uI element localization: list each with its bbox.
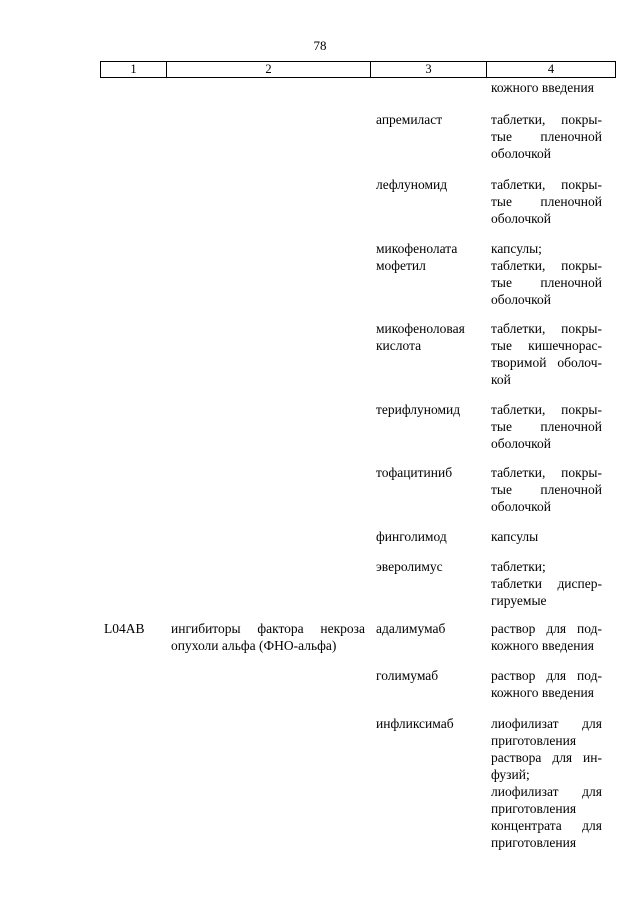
dosage-form: [491, 111, 602, 162]
dosage-form-line: оболочкой: [491, 499, 551, 514]
dosage-form-line: капсулы: [491, 529, 539, 544]
dosage-form-line: лиофилизат для: [491, 716, 602, 731]
dosage-form-line: приготовления: [491, 801, 577, 816]
dosage-form-line: приготовления: [491, 733, 577, 748]
column-header-4: 4: [547, 62, 555, 76]
drug-name-line: тофацитиниб: [376, 465, 453, 480]
dosage-form-line: таблетки, покры-: [491, 258, 602, 273]
dosage-form-line: таблетки, покры-: [491, 321, 602, 336]
dosage-form-line: раствор для под-: [491, 621, 602, 636]
drug-name: [376, 111, 480, 128]
dosage-form: [491, 464, 602, 515]
dosage-form: [491, 79, 602, 96]
dosage-form-line: творимой оболоч-: [491, 355, 602, 370]
dosage-form-line: гируемые: [491, 593, 547, 608]
drug-name-line: кислота: [376, 338, 422, 353]
column-header-3: 3: [425, 62, 432, 76]
page-number: 78: [313, 38, 327, 53]
drug-name-line: терифлуномид: [376, 402, 461, 417]
dosage-form-line: фузий;: [491, 767, 530, 782]
dosage-form-line: тые кишечнорас-: [491, 338, 602, 353]
dosage-form-line: приготовления: [491, 835, 577, 850]
dosage-form-line: тые пленочной: [491, 482, 602, 497]
dosage-form-line: раствора для ин-: [491, 750, 602, 765]
column-header-1: 1: [130, 62, 137, 76]
drug-name: [376, 715, 480, 732]
dosage-form: [491, 667, 602, 701]
drug-name-line: эверолимус: [376, 559, 443, 574]
dosage-form-line: тые пленочной: [491, 129, 602, 144]
dosage-form: [491, 320, 602, 388]
dosage-form-line: тые пленочной: [491, 275, 602, 290]
table-border-right: [615, 61, 616, 78]
dosage-form-line: концентрата для: [491, 818, 602, 833]
dosage-form-line: раствор для под-: [491, 668, 602, 683]
drug-name-line: лефлуномид: [376, 177, 448, 192]
drug-name: [376, 464, 480, 481]
dosage-form: [491, 620, 602, 654]
drug-name-line: микофенолата: [376, 241, 458, 256]
dosage-form: [491, 240, 602, 308]
drug-name-line: голимумаб: [376, 668, 439, 683]
drug-name-line: апремиласт: [376, 112, 443, 127]
dosage-form-line: таблетки диспер-: [491, 576, 602, 591]
table-header-bottom-border: [100, 77, 616, 78]
dosage-form-line: кожного введения: [491, 80, 594, 95]
drug-name: [376, 320, 480, 354]
dosage-form-line: тые пленочной: [491, 419, 602, 434]
drug-name: [376, 667, 480, 684]
dosage-form-line: таблетки, покры-: [491, 112, 602, 127]
dosage-form-line: оболочкой: [491, 211, 551, 226]
dosage-form: [491, 715, 602, 851]
dosage-form-line: таблетки, покры-: [491, 177, 602, 192]
dosage-form: [491, 528, 602, 545]
drug-name-line: финголимод: [376, 529, 447, 544]
dosage-form-line: кой: [491, 372, 511, 387]
dosage-form-line: таблетки, покры-: [491, 402, 602, 417]
drug-name: [376, 620, 480, 637]
drug-name: [376, 240, 480, 274]
dosage-form-line: таблетки;: [491, 559, 546, 574]
column-header-2: 2: [265, 62, 272, 76]
dosage-form: [491, 176, 602, 227]
dosage-form-line: капсулы;: [491, 241, 542, 256]
dosage-form-line: кожного введения: [491, 685, 594, 700]
drug-name-line: мофетил: [376, 258, 426, 273]
dosage-form-line: кожного введения: [491, 638, 594, 653]
dosage-form-line: оболочкой: [491, 436, 551, 451]
atc-group-name-line: опухоли альфа (ФНО-альфа): [171, 638, 337, 653]
dosage-form-line: оболочкой: [491, 146, 551, 161]
atc-code: L04AB: [104, 621, 145, 636]
drug-name-line: микофеноловая: [376, 321, 465, 336]
dosage-form-line: таблетки, покры-: [491, 465, 602, 480]
drug-name: [376, 528, 480, 545]
dosage-form-line: тые пленочной: [491, 194, 602, 209]
drug-name-line: инфликсимаб: [376, 716, 454, 731]
atc-group-name: [171, 620, 365, 654]
dosage-form-line: оболочкой: [491, 292, 551, 307]
dosage-form: [491, 558, 602, 609]
dosage-form-line: лиофилизат для: [491, 784, 602, 799]
drug-name: [376, 401, 480, 418]
dosage-form: [491, 401, 602, 452]
drug-name: [376, 176, 480, 193]
atc-group-name-line: ингибиторы фактора некроза: [171, 621, 365, 636]
drug-name: [376, 558, 480, 575]
drug-name-line: адалимумаб: [376, 621, 446, 636]
